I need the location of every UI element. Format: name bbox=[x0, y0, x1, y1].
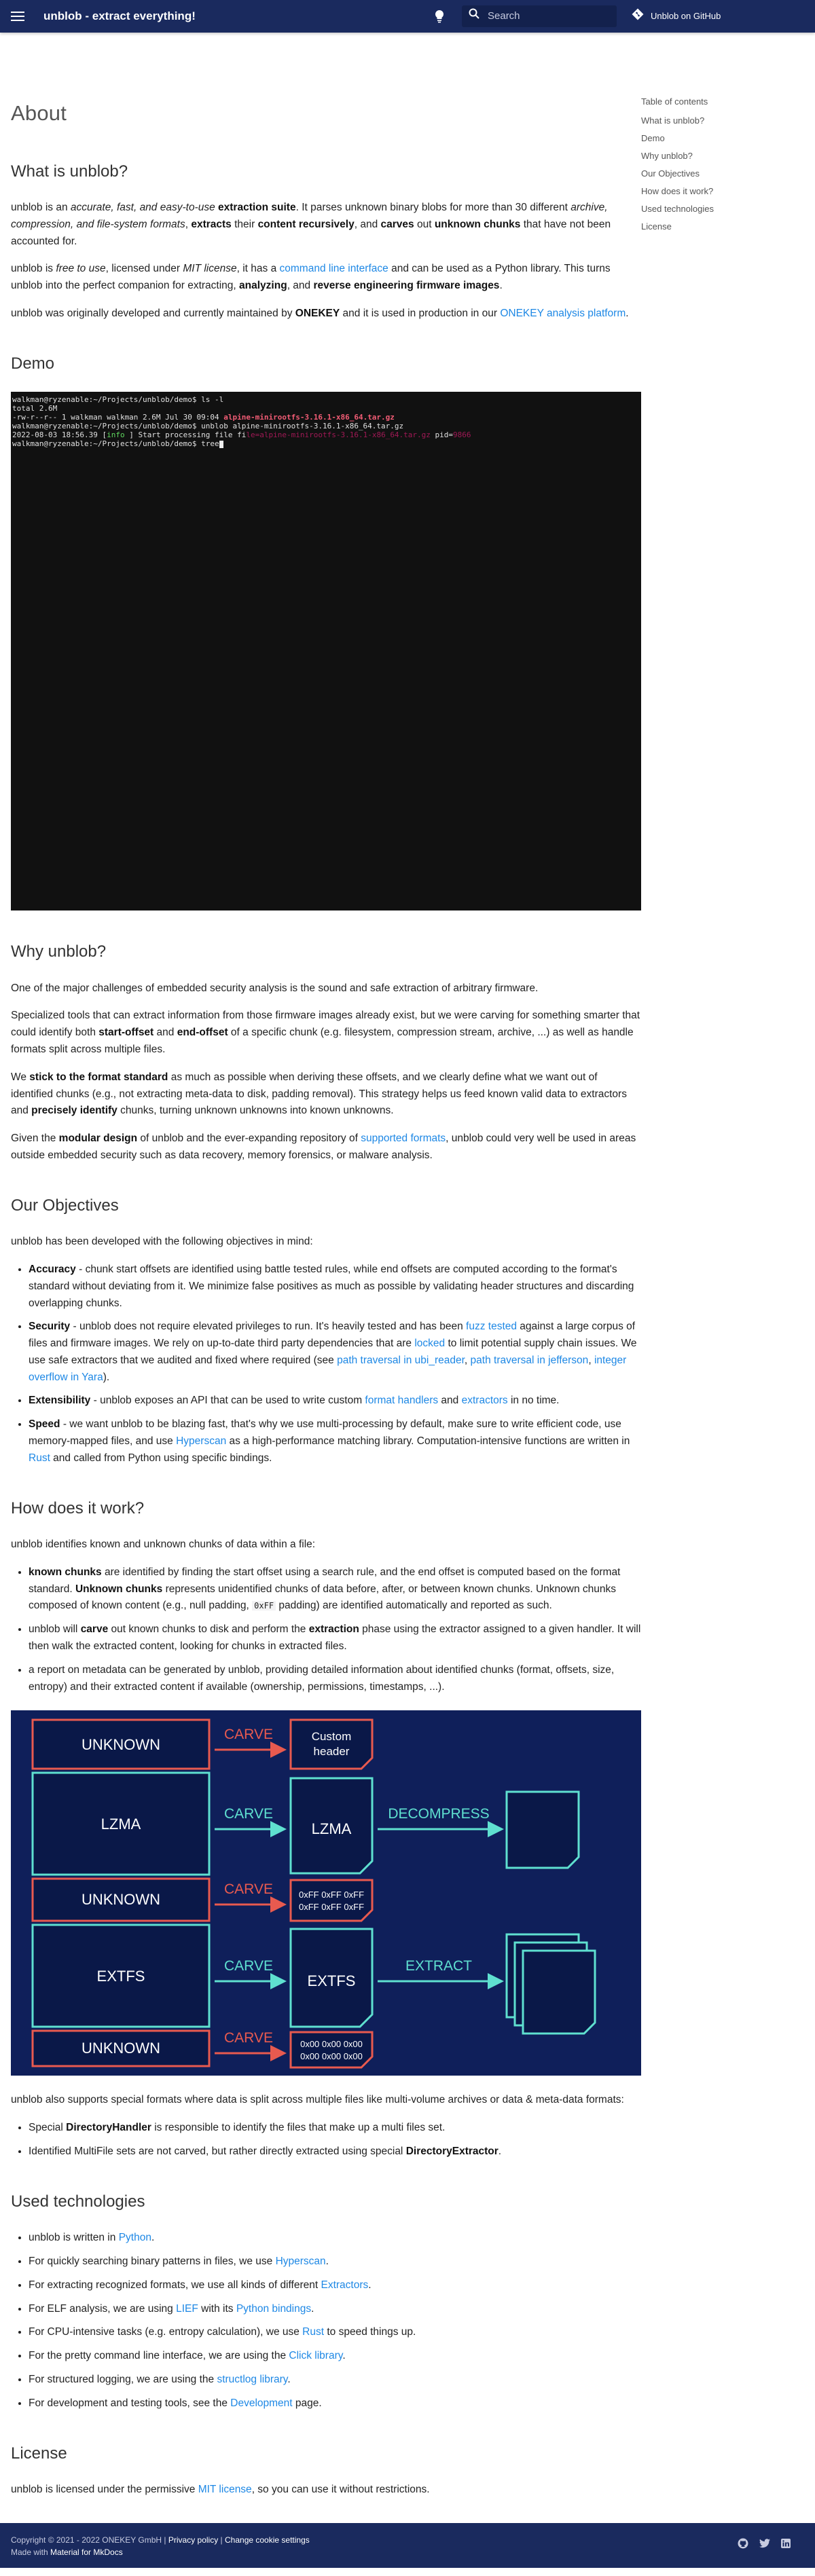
section-demo: Demo bbox=[11, 354, 55, 373]
padding-ff-label: 0xFF 0xFF 0xFF bbox=[298, 1902, 365, 1913]
chunk-label-unknown: UNKNOWN bbox=[81, 2040, 161, 2057]
table-of-contents bbox=[641, 33, 815, 2523]
list-item: • unblob is written in Python. bbox=[29, 2230, 641, 2247]
github-repo-link[interactable] bbox=[632, 8, 786, 25]
section-used-technologies: Used technologies bbox=[11, 2192, 145, 2211]
toc-item-how-does-it-work[interactable]: How does it work? bbox=[641, 185, 714, 196]
list-item: • For ELF analysis, we are using LIEF with its Python bindings. bbox=[29, 2301, 641, 2318]
demo-terminal[interactable]: walkman@ryzenable:~/Projects/unblob/demo$ ls -l total 2.6M -rw-r--r-- 1 walkman walkman 2.6M Jul 30 09:04 alpine-minirootfs-3.16.1-x86_64.tar.gz walkman@ryzenable:~/Projects/unblob/demo$ unblob alpine-minirootfs-3.16.1-x86_64.tar.gz 2022-08-03 18:56.39 [info ] Start processing file file=alpine-minirootfs-3.16.1-x86_64.tar.gz pid=9866 walkman@ryzenable:~/Projects/unblob/demo$ tree bbox=[11, 392, 641, 910]
why-paragraph-2: Specialized tools that can extract information from those firmware images already exist, but we were carving for something smarter that could identify both start-offset and end-offset of a specific chunk (e.g. filesystem, compression stream, archive, ...) as well as handle formats split across multiple files. bbox=[11, 1010, 640, 1055]
custom-header-label: header bbox=[313, 1745, 350, 1759]
toc-item-demo[interactable]: Demo bbox=[641, 132, 665, 143]
menu-icon[interactable] bbox=[10, 8, 26, 24]
git-icon bbox=[632, 8, 644, 25]
what-paragraph-1: unblob is an accurate, fast, and easy-to-use extraction suite. It parses unknown binary blobs for more than 30 different archive, compression, and file-system formats, extracts their content recursively, and carves out unknown chunks that have not been accounted for. bbox=[11, 201, 611, 247]
search-icon bbox=[469, 8, 479, 25]
chunk-label-unknown: UNKNOWN bbox=[81, 1736, 161, 1754]
ubi-reader-link[interactable]: path traversal in ubi_reader bbox=[337, 1354, 465, 1366]
carve-label: CARVE bbox=[224, 1958, 273, 1974]
chunk-label-unknown: UNKNOWN bbox=[81, 1891, 161, 1909]
list-item: • For structured logging, we are using the structlog library. bbox=[29, 2372, 641, 2389]
toc-item-our-objectives[interactable]: Our Objectives bbox=[641, 168, 700, 179]
chunk-extraction-diagram bbox=[11, 1710, 641, 2076]
lzma-file-label: LZMA bbox=[311, 1820, 352, 1838]
privacy-policy-link[interactable]: Privacy policy bbox=[168, 2535, 219, 2545]
why-paragraph-1: One of the major challenges of embedded security analysis is the sound and safe extraction of arbitrary firmware. bbox=[11, 982, 539, 994]
format-handlers-link[interactable]: format handlers bbox=[365, 1395, 439, 1407]
list-item: • Identified MultiFile sets are not carved, but rather directly extracted using special DirectoryExtractor. bbox=[29, 2143, 641, 2160]
extract-label: EXTRACT bbox=[405, 1958, 473, 1974]
list-item: • For quickly searching binary patterns in files, we use Hyperscan. bbox=[29, 2253, 641, 2270]
lief-link[interactable]: LIEF bbox=[176, 2302, 198, 2315]
extraction-arrows bbox=[378, 1806, 500, 1981]
custom-header-label: Custom bbox=[311, 1730, 352, 1744]
decompress-label: DECOMPRESS bbox=[388, 1806, 490, 1822]
list-item: • Accuracy - chunk start offsets are identified using battle tested rules, while end offsets are computed according to the format's standard without deviating from it. We minimize false positives as much as possible by validating header structures and discarding overlapping chunks. bbox=[29, 1262, 641, 1312]
how-intro: unblob identifies known and unknown chunks of data within a file: bbox=[11, 1539, 316, 1551]
why-paragraph-4: Given the modular design of unblob and the ever-expanding repository of supported formats, unblob could very well be used in areas outside embedded security such as data recovery, memory forensics, or malware analysis. bbox=[11, 1133, 636, 1161]
carve-label: CARVE bbox=[224, 1806, 273, 1822]
carve-label: CARVE bbox=[224, 1727, 273, 1743]
supported-formats-link[interactable]: supported formats bbox=[361, 1133, 446, 1145]
terminal-cursor bbox=[219, 441, 223, 448]
license-paragraph: unblob is licensed under the permissive MIT license, so you can use it without restrictions. bbox=[11, 2483, 430, 2495]
padding-zero-label: 0x00 0x00 0x00 bbox=[300, 2051, 363, 2062]
objectives-intro: unblob has been developed with the following objectives in mind: bbox=[11, 1236, 313, 1248]
main-content bbox=[0, 33, 641, 2523]
toc-title: Table of contents bbox=[641, 96, 708, 107]
list-item: • Extensibility - unblob exposes an API that can be used to write custom format handlers and extractors in no time. bbox=[29, 1393, 641, 1410]
list-item: • unblob will carve out known chunks to disk and perform the extraction phase using the extractor assigned to a given handler. It will then walk the extracted content, looking for chunks in extracted files. bbox=[29, 1621, 641, 1655]
github-repo-label: Unblob on GitHub bbox=[651, 10, 721, 21]
structlog-link[interactable]: structlog library bbox=[217, 2374, 288, 2385]
section-license: License bbox=[11, 2444, 67, 2463]
list-item: • For extracting recognized formats, we use all kinds of different Extractors. bbox=[29, 2277, 641, 2294]
cli-link[interactable]: command line interface bbox=[279, 263, 388, 275]
python-link[interactable]: Python bbox=[118, 2232, 151, 2244]
list-item: • For CPU-intensive tasks (e.g. entropy calculation), we use Rust to speed things up. bbox=[29, 2324, 641, 2341]
list-item: • Security - unblob does not require elevated privileges to run. It's heavily tested and has been fuzz tested against a large corpus of files and firmware images. We rely on up-to-date third party dependencies that are locked to limit potential supply chain issues. We use safe extractors that we audited and fixed where required (see path traversal in ubi_reader, path traversal in jefferson, integer overflow in Yara). bbox=[29, 1319, 641, 1386]
carve-label: CARVE bbox=[224, 2030, 273, 2046]
hyperscan-link[interactable]: Hyperscan bbox=[176, 1435, 227, 1448]
padding-zero-label: 0x00 0x00 0x00 bbox=[300, 2039, 363, 2050]
page-title: About bbox=[11, 101, 67, 125]
cookie-settings-link[interactable]: Change cookie settings bbox=[225, 2535, 310, 2545]
objectives-list bbox=[29, 1262, 641, 1467]
mit-license-link[interactable]: MIT license bbox=[198, 2483, 252, 2495]
list-item: • Special DirectoryHandler is responsible to identify the files that make up a multi files set. bbox=[29, 2120, 641, 2137]
rust-link[interactable]: Rust bbox=[302, 2326, 325, 2338]
extfs-file-label: EXTFS bbox=[307, 1972, 356, 1990]
yara-link[interactable]: integer overflow in Yara bbox=[29, 1354, 627, 1383]
what-paragraph-2: unblob is free to use, licensed under MIT license, it has a command line interface and can be used as a Python library. This turns unblob into the perfect companion for extracting, analyzing, and reverse engineering firmware images. bbox=[11, 263, 611, 292]
toc-item-what-is-unblob[interactable]: What is unblob? bbox=[641, 115, 705, 126]
jefferson-link[interactable]: path traversal in jefferson bbox=[470, 1354, 589, 1366]
development-link[interactable]: Development bbox=[230, 2397, 293, 2409]
extractors-link[interactable]: extractors bbox=[461, 1395, 508, 1407]
copyright-text: Copyright © 2021 - 2022 ONEKEY GmbH bbox=[11, 2535, 162, 2545]
lightbulb-icon[interactable] bbox=[432, 9, 447, 24]
multifile-list bbox=[29, 2120, 641, 2160]
github-icon[interactable] bbox=[738, 2538, 748, 2553]
carve-arrows bbox=[215, 1727, 283, 2053]
twitter-icon[interactable] bbox=[759, 2539, 770, 2552]
hyperscan-link[interactable]: Hyperscan bbox=[275, 2256, 326, 2268]
section-what-is-unblob: What is unblob? bbox=[11, 162, 128, 181]
why-paragraph-3: We stick to the format standard as much as possible when deriving these offsets, and we clearly define what we want out of identified chunks (e.g., not extracting meta-data to disk, padding removal). This strategy helps us feed known valid data to extractors and precisely identify chunks, turning unknown unknowns into known unknowns. bbox=[11, 1071, 627, 1117]
made-with-text: Made with bbox=[11, 2547, 51, 2557]
toc-item-used-technologies[interactable]: Used technologies bbox=[641, 203, 714, 214]
left-chunk-column bbox=[33, 1720, 209, 2066]
list-item: • known chunks are identified by finding the start offset using a search rule, and the end offset is computed based on the format standard. Unknown chunks represents unidentified chunks of data before, after, or between known chunks. Unknown chunks composed of known content (e.g., null padding, 0xFF padding) are identified automatically and reported as such. bbox=[29, 1564, 641, 1615]
linkedin-icon[interactable] bbox=[781, 2539, 791, 2552]
social-links bbox=[738, 2534, 791, 2557]
site-title[interactable]: unblob - extract everything! bbox=[43, 10, 196, 23]
list-item: • For development and testing tools, see the Development page. bbox=[29, 2395, 641, 2412]
footer: Copyright © 2021 - 2022 ONEKEY GmbH | Privacy policy | Change cookie settings Made with Material for MkDocs bbox=[0, 2523, 815, 2568]
what-paragraph-3: unblob was originally developed and currently maintained by ONEKEY and it is used in production in our ONEKEY analysis platform. bbox=[11, 307, 629, 319]
section-how-it-works: How does it work? bbox=[11, 1498, 145, 1517]
padding-ff-label: 0xFF 0xFF 0xFF bbox=[298, 1890, 365, 1900]
how-list bbox=[29, 1564, 641, 1696]
material-mkdocs-link[interactable]: Material for MkDocs bbox=[50, 2547, 123, 2557]
carve-label: CARVE bbox=[224, 1881, 273, 1898]
rust-link[interactable]: Rust bbox=[29, 1452, 50, 1464]
search-placeholder: Search bbox=[488, 10, 520, 22]
search-input[interactable] bbox=[462, 5, 617, 27]
python-bindings-link[interactable]: Python bindings bbox=[236, 2302, 312, 2315]
chunk-label-extfs: EXTFS bbox=[96, 1968, 145, 1985]
onekey-platform-link[interactable]: ONEKEY analysis platform bbox=[500, 307, 626, 319]
section-objectives: Our Objectives bbox=[11, 1196, 119, 1215]
multifile-intro: unblob also supports special formats where data is split across multiple files like multi-volume archives or data & meta-data formats: bbox=[11, 2094, 624, 2106]
fuzz-tested-link[interactable]: fuzz tested bbox=[466, 1321, 517, 1333]
toc-item-why-unblob[interactable]: Why unblob? bbox=[641, 150, 693, 161]
list-item: • a report on metadata can be generated by unblob, providing detailed information about identified chunks (format, offsets, size, entropy) and their extracted content if available (ownership, permissions, timestamps, ...). bbox=[29, 1662, 641, 1696]
top-app-bar bbox=[0, 0, 815, 33]
carved-files bbox=[291, 1720, 372, 2067]
output-files bbox=[507, 1792, 595, 2034]
list-item: • For the pretty command line interface, we are using the Click library. bbox=[29, 2348, 641, 2365]
chunk-label-lzma: LZMA bbox=[101, 1816, 141, 1833]
click-library-link[interactable]: Click library bbox=[289, 2350, 343, 2362]
extractors-link[interactable]: Extractors bbox=[321, 2279, 369, 2291]
section-why-unblob: Why unblob? bbox=[11, 942, 107, 961]
list-item: • Speed - we want unblob to be blazing fast, that's why we use multi-processing by default, make sure to write efficient code, use memory-mapped files, and use Hyperscan as a high-performance matching library. Computation-intensive functions are written in Rust and called from Python using specific bindings. bbox=[29, 1416, 641, 1467]
toc-item-license[interactable]: License bbox=[641, 221, 672, 232]
technologies-list bbox=[29, 2230, 641, 2412]
locked-link[interactable]: locked bbox=[414, 1338, 446, 1350]
